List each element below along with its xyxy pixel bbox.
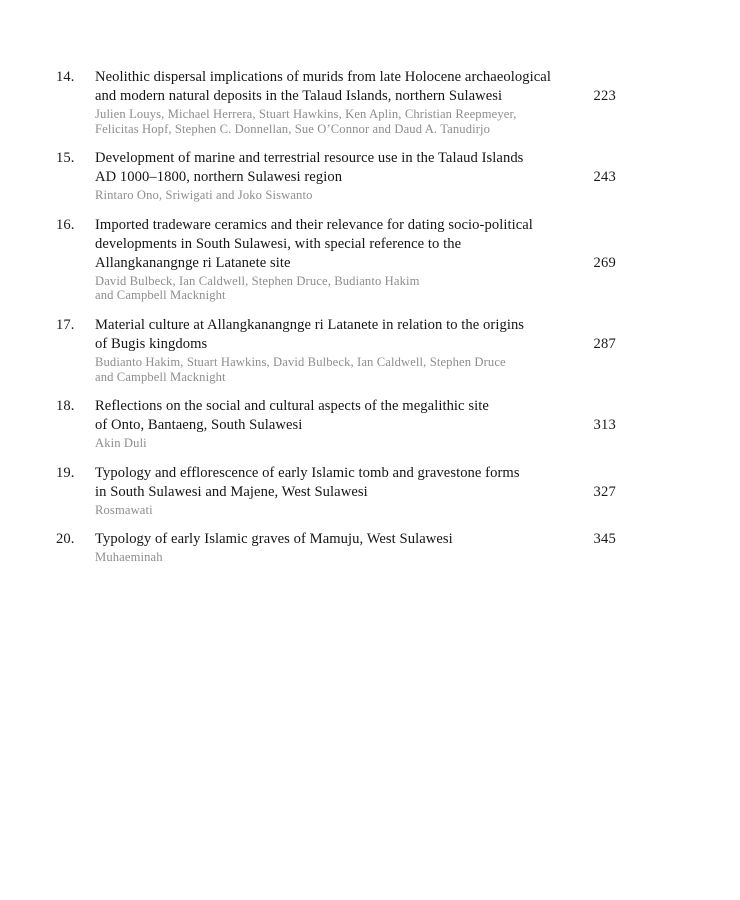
toc-entry[interactable]: [56, 397, 616, 451]
toc-entry-page-number: 313: [593, 417, 616, 434]
toc-entry-authors: [95, 188, 565, 203]
toc-entry-title-line: and modern natural deposits in the Talaud Islands, northern Sulawesi: [95, 88, 503, 104]
toc-entry-authors: [95, 503, 565, 518]
toc-entry-author-line: Rosmawati: [95, 502, 153, 517]
toc-entry-title-line: Material culture at Allangkanangnge ri Latanete in relation to the origins: [95, 316, 525, 333]
toc-entry-page-number: 345: [593, 531, 616, 548]
toc-entry[interactable]: [56, 530, 616, 565]
toc-entry-body: [95, 530, 616, 565]
toc-entry-title-line: Development of marine and terrestrial resource use in the Talaud Islands: [95, 150, 524, 167]
toc-entry-author-line: Budianto Hakim, Stuart Hawkins, David Bulbeck, Ian Caldwell, Stephen Druce: [95, 354, 506, 369]
toc-entry-title-line: AD 1000–1800, northern Sulawesi region: [95, 169, 343, 186]
toc-entry-title-line: Typology of early Islamic graves of Mamuju, West Sulawesi: [95, 531, 453, 548]
toc-entry-number: 20.: [56, 531, 75, 548]
toc-entry[interactable]: [56, 216, 616, 303]
toc-entry-body: [95, 464, 616, 518]
toc-entry-page-number: 269: [593, 254, 616, 271]
toc-entry-title: [95, 149, 547, 187]
toc-entry-body: [95, 316, 616, 384]
toc-entry-body: [95, 216, 616, 303]
toc-entry-page-number: 223: [593, 88, 616, 104]
toc-entry-number: 19.: [56, 464, 75, 481]
toc-entry-title-line: developments in South Sulawesi, with special reference to the: [95, 235, 462, 252]
toc-entry-authors: [95, 550, 565, 565]
toc-entry-title-line: Imported tradeware ceramics and their relevance for dating socio-political: [95, 216, 533, 233]
toc-entry-author-line: Felicitas Hopf, Stephen C. Donnellan, Sue O’Connor and Daud A. Tanudirjo: [95, 121, 491, 136]
toc-entry-number: 17.: [56, 316, 75, 333]
toc-entry-body: [95, 149, 616, 203]
toc-entry-title-line: in South Sulawesi and Majene, West Sulawesi: [95, 483, 368, 500]
toc-entry-author-line: Muhaeminah: [95, 550, 163, 565]
toc-entry[interactable]: [56, 68, 616, 136]
toc-entry-page-number: 243: [593, 169, 616, 186]
toc-entry-number: 18.: [56, 398, 75, 415]
toc-entry-title: [95, 530, 547, 549]
toc-entry-title-line: of Onto, Bantaeng, South Sulawesi: [95, 417, 303, 434]
toc-entry-page-number: 327: [593, 483, 616, 500]
toc-entry-title-line: Neolithic dispersal implications of murids from late Holocene archaeological: [95, 69, 551, 85]
toc-entry[interactable]: [56, 149, 616, 203]
toc-entry-title: [95, 464, 547, 502]
table-of-contents-list: [56, 68, 616, 565]
toc-entry-authors: [95, 107, 565, 136]
toc-entry-number: 16.: [56, 216, 75, 233]
toc-entry-authors: [95, 274, 565, 303]
toc-entry-body: [95, 397, 616, 451]
toc-entry-author-line: David Bulbeck, Ian Caldwell, Stephen Druce, Budianto Hakim: [95, 273, 420, 288]
toc-entry-author-line: Rintaro Ono, Sriwigati and Joko Siswanto: [95, 188, 313, 203]
toc-entry-title-line: Allangkanangnge ri Latanete site: [95, 254, 291, 271]
toc-entry-author-line: Akin Duli: [95, 436, 147, 451]
toc-entry-title: [95, 316, 547, 354]
toc-entry[interactable]: [56, 316, 616, 384]
toc-entry-number: 15.: [56, 150, 75, 167]
toc-entry-title: [95, 68, 551, 106]
toc-entry-authors: [95, 436, 565, 451]
toc-entry-author-line: Julien Louys, Michael Herrera, Stuart Hawkins, Ken Aplin, Christian Reepmeyer,: [95, 107, 517, 121]
toc-entry-authors: [95, 355, 565, 384]
toc-entry-title: [95, 397, 547, 435]
toc-entry-title-line: Reflections on the social and cultural aspects of the megalithic site: [95, 398, 489, 415]
toc-entry-page-number: 287: [593, 335, 616, 352]
toc-entry-body: [95, 68, 616, 136]
toc-entry-title: [95, 216, 547, 273]
toc-entry-author-line: and Campbell Macknight: [95, 288, 226, 303]
toc-entry-author-line: and Campbell Macknight: [95, 369, 226, 384]
toc-entry-number: 14.: [56, 69, 75, 85]
toc-entry[interactable]: [56, 464, 616, 518]
toc-entry-title-line: Typology and efflorescence of early Islamic tomb and gravestone forms: [95, 464, 520, 481]
toc-entry-title-line: of Bugis kingdoms: [95, 335, 208, 352]
